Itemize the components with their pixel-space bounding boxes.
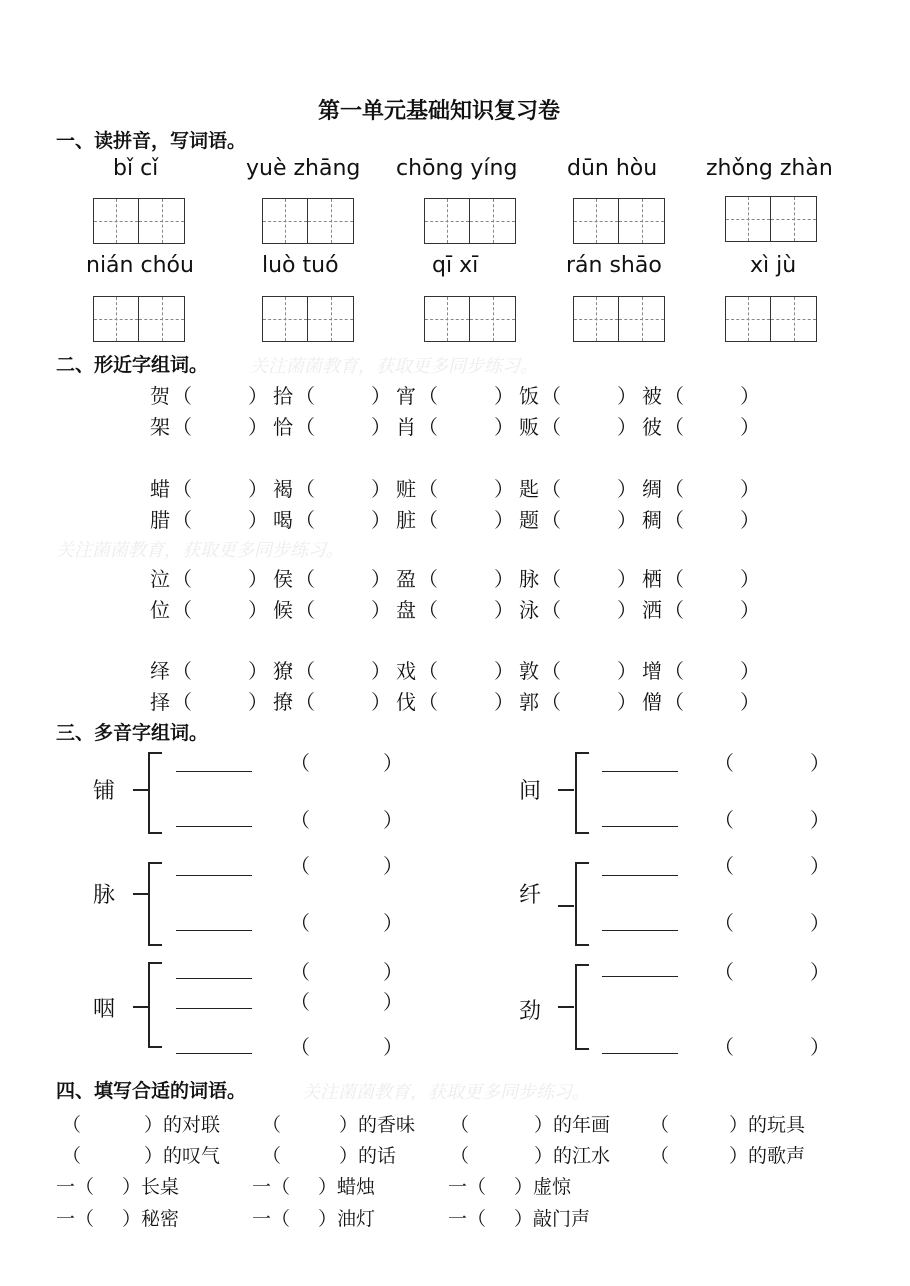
similar-char: 僧 [642,690,662,714]
paren-open: （ [295,508,315,532]
paren-close: ） [810,960,830,984]
paren-close: ） [248,567,268,591]
paren-close: ） [383,751,403,775]
brace-stem [558,905,574,907]
paren-open: （ [290,911,310,935]
paren-close: ） [494,508,514,532]
polyphone-char: 劲 [519,999,542,1024]
paren-close: ） [740,659,760,683]
paren-close: ） [383,990,403,1014]
answer-blank[interactable] [602,1053,678,1054]
paren-open: （ [418,384,438,408]
paren-open: （ [714,854,734,878]
paren-open: （ [541,477,561,501]
page-title: 第一单元基础知识复习卷 [318,98,561,124]
paren-close: ） [617,508,637,532]
brace-stem [133,893,149,895]
answer-blank[interactable] [602,930,678,931]
polyphone-char: 纤 [519,883,542,908]
paren-close: ） [740,384,760,408]
paren-open: （ [172,659,192,683]
fill-open: 一（ [56,1176,95,1198]
paren-open: （ [541,508,561,532]
answer-blank[interactable] [176,1053,252,1054]
pinyin-1: bǐ cǐ [113,156,159,181]
fill-phrase: ）的香味 [339,1114,416,1136]
paren-close: ） [617,477,637,501]
brace-stem [558,789,574,791]
paren-open: （ [664,598,684,622]
similar-char: 架 [150,415,170,439]
brace [148,862,162,946]
brace [575,862,589,946]
paren-open: （ [664,477,684,501]
paren-open: （ [664,567,684,591]
fill-phrase: ）秘密 [122,1208,180,1230]
paren-open: （ [714,808,734,832]
paren-close: ） [248,415,268,439]
paren-open: （ [541,690,561,714]
similar-char-row [0,380,910,408]
fill-open: （ [650,1145,670,1167]
brace-stem [558,1006,574,1008]
fill-open: 一（ [56,1208,95,1230]
similar-char: 贺 [150,384,170,408]
similar-char: 脏 [396,508,416,532]
paren-open: （ [172,598,192,622]
writing-grid[interactable] [725,296,817,342]
paren-open: （ [418,477,438,501]
paren-close: ） [740,477,760,501]
similar-char-row [0,686,910,714]
similar-char: 择 [150,690,170,714]
paren-close: ） [383,808,403,832]
similar-char: 绸 [642,477,662,501]
similar-char: 侯 [273,567,293,591]
pinyin-5: zhǒng zhàn [706,156,833,181]
writing-grid[interactable] [424,198,516,244]
similar-char: 饭 [519,384,539,408]
writing-grid[interactable] [93,296,185,342]
paren-open: （ [418,415,438,439]
similar-char: 洒 [642,598,662,622]
paren-close: ） [371,384,391,408]
fill-open: （ [62,1114,82,1136]
pinyin-4: dūn hòu [567,156,658,181]
paren-open: （ [290,990,310,1014]
fill-phrase: ）油灯 [318,1208,376,1230]
pinyin-8: qī xī [432,253,479,278]
paren-open: （ [418,567,438,591]
similar-char: 戏 [396,659,416,683]
section-3-heading: 三、多音字组词。 [56,722,209,744]
paren-close: ） [494,415,514,439]
similar-char: 撩 [273,690,293,714]
paren-close: ） [617,598,637,622]
paren-open: （ [541,659,561,683]
fill-phrase: ）的玩具 [729,1114,806,1136]
fill-phrase: ）敲门声 [514,1208,591,1230]
answer-blank[interactable] [176,1008,252,1009]
fill-open: 一（ [448,1176,487,1198]
paren-close: ） [494,384,514,408]
fill-open: （ [450,1114,470,1136]
section-4-heading: 四、填写合适的词语。 [56,1080,247,1102]
writing-grid[interactable] [262,198,354,244]
similar-char-row [0,473,910,501]
paren-open: （ [714,1035,734,1059]
similar-char: 彼 [642,415,662,439]
paren-close: ） [617,384,637,408]
paren-open: （ [172,690,192,714]
fill-open: 一（ [252,1176,291,1198]
paren-close: ） [383,911,403,935]
similar-char-row [0,594,910,622]
paren-open: （ [290,751,310,775]
pinyin-3: chōng yíng [396,156,518,181]
pinyin-2: yuè zhāng [246,156,361,181]
similar-char: 褐 [273,477,293,501]
paren-close: ） [371,508,391,532]
answer-blank[interactable] [602,826,678,827]
paren-close: ） [810,1035,830,1059]
paren-open: （ [295,384,315,408]
fill-phrase: ）长桌 [122,1176,180,1198]
paren-open: （ [541,598,561,622]
similar-char: 题 [519,508,539,532]
paren-open: （ [418,690,438,714]
similar-char: 盈 [396,567,416,591]
similar-char: 增 [642,659,662,683]
similar-char-row [0,411,910,439]
similar-char: 敦 [519,659,539,683]
paren-close: ） [383,960,403,984]
similar-char: 盘 [396,598,416,622]
fill-open: （ [62,1145,82,1167]
paren-close: ） [494,567,514,591]
fill-open: 一（ [448,1208,487,1230]
writing-grid[interactable] [262,296,354,342]
brace-stem [133,789,149,791]
paren-close: ） [740,690,760,714]
paren-open: （ [172,508,192,532]
brace [575,752,589,834]
pinyin-10: xì jù [750,253,797,278]
paren-close: ） [248,384,268,408]
similar-char: 獠 [273,659,293,683]
paren-close: ） [248,598,268,622]
paren-open: （ [172,477,192,501]
writing-grid[interactable] [573,198,665,244]
similar-char: 脉 [519,567,539,591]
fill-open: 一（ [252,1208,291,1230]
watermark: 关注菌菌教育，获取更多同步练习。 [250,356,538,377]
similar-char: 伐 [396,690,416,714]
paren-open: （ [664,690,684,714]
answer-blank[interactable] [176,826,252,827]
polyphone-char: 铺 [93,779,116,804]
paren-close: ） [740,567,760,591]
paren-close: ） [248,477,268,501]
section-2-heading: 二、形近字组词。 [56,354,209,376]
similar-char: 泣 [150,567,170,591]
writing-grid[interactable] [725,196,817,242]
similar-char: 腊 [150,508,170,532]
paren-close: ） [740,598,760,622]
paren-open: （ [541,415,561,439]
fill-open: （ [450,1145,470,1167]
similar-char: 郭 [519,690,539,714]
similar-char: 绎 [150,659,170,683]
paren-open: （ [664,508,684,532]
paren-close: ） [371,567,391,591]
paren-close: ） [494,598,514,622]
fill-phrase: ）的江水 [534,1145,611,1167]
paren-close: ） [248,508,268,532]
answer-blank[interactable] [176,771,252,772]
paren-open: （ [290,808,310,832]
similar-char: 宵 [396,384,416,408]
answer-blank[interactable] [602,976,678,977]
fill-phrase: ）蜡烛 [318,1176,376,1198]
paren-close: ） [248,690,268,714]
paren-open: （ [295,690,315,714]
paren-open: （ [295,415,315,439]
similar-char: 赃 [396,477,416,501]
section-1-heading: 一、读拼音，写词语。 [56,130,247,152]
similar-char-row [0,563,910,591]
similar-char: 匙 [519,477,539,501]
paren-close: ） [617,659,637,683]
paren-open: （ [714,960,734,984]
paren-open: （ [418,508,438,532]
paren-open: （ [172,384,192,408]
paren-close: ） [371,477,391,501]
paren-open: （ [295,598,315,622]
paren-close: ） [617,415,637,439]
paren-close: ） [371,690,391,714]
paren-close: ） [371,415,391,439]
paren-close: ） [810,751,830,775]
paren-open: （ [418,659,438,683]
brace [148,752,162,834]
paren-open: （ [295,477,315,501]
similar-char: 恰 [273,415,293,439]
brace [575,964,589,1050]
paren-open: （ [172,415,192,439]
similar-char: 候 [273,598,293,622]
similar-char: 蜡 [150,477,170,501]
similar-char: 被 [642,384,662,408]
paren-close: ） [371,659,391,683]
brace [148,962,162,1048]
brace-stem [133,1006,149,1008]
answer-blank[interactable] [176,930,252,931]
paren-close: ） [740,508,760,532]
fill-phrase: ）虚惊 [514,1176,572,1198]
fill-phrase: ）的对联 [144,1114,221,1136]
paren-close: ） [740,415,760,439]
polyphone-char: 脉 [93,883,116,908]
paren-close: ） [383,854,403,878]
paren-close: ） [810,911,830,935]
polyphone-char: 咽 [93,997,116,1022]
paren-open: （ [714,911,734,935]
pinyin-7: luò tuó [262,253,339,278]
similar-char-row [0,655,910,683]
paren-close: ） [494,690,514,714]
answer-blank[interactable] [602,875,678,876]
writing-grid[interactable] [424,296,516,342]
watermark: 关注菌菌教育，获取更多同步练习。 [302,1082,590,1103]
answer-blank[interactable] [176,978,252,979]
fill-open: （ [262,1114,282,1136]
paren-open: （ [664,659,684,683]
similar-char-row [0,504,910,532]
fill-open: （ [650,1114,670,1136]
paren-close: ） [617,567,637,591]
paren-open: （ [664,384,684,408]
answer-blank[interactable] [176,875,252,876]
paren-close: ） [617,690,637,714]
similar-char: 贩 [519,415,539,439]
paren-open: （ [290,960,310,984]
writing-grid[interactable] [93,198,185,244]
writing-grid[interactable] [573,296,665,342]
paren-open: （ [664,415,684,439]
paren-open: （ [541,567,561,591]
similar-char: 位 [150,598,170,622]
fill-open: （ [262,1145,282,1167]
paren-close: ） [371,598,391,622]
similar-char: 栖 [642,567,662,591]
paren-close: ） [810,854,830,878]
fill-phrase: ）的歌声 [729,1145,806,1167]
similar-char: 拾 [273,384,293,408]
similar-char: 肖 [396,415,416,439]
fill-phrase: ）的年画 [534,1114,611,1136]
paren-close: ） [383,1035,403,1059]
watermark: 关注菌菌教育，获取更多同步练习。 [56,540,344,561]
paren-close: ） [810,808,830,832]
paren-open: （ [418,598,438,622]
similar-char: 泳 [519,598,539,622]
answer-blank[interactable] [602,771,678,772]
paren-open: （ [295,567,315,591]
fill-phrase: ）的话 [339,1145,397,1167]
paren-open: （ [295,659,315,683]
paren-open: （ [290,854,310,878]
paren-open: （ [541,384,561,408]
pinyin-6: nián chóu [86,253,194,278]
polyphone-char: 间 [519,779,542,804]
similar-char: 喝 [273,508,293,532]
paren-close: ） [494,659,514,683]
fill-phrase: ）的叹气 [144,1145,221,1167]
similar-char: 稠 [642,508,662,532]
pinyin-9: rán shāo [566,253,662,278]
paren-open: （ [290,1035,310,1059]
paren-open: （ [714,751,734,775]
paren-close: ） [494,477,514,501]
paren-close: ） [248,659,268,683]
paren-open: （ [172,567,192,591]
